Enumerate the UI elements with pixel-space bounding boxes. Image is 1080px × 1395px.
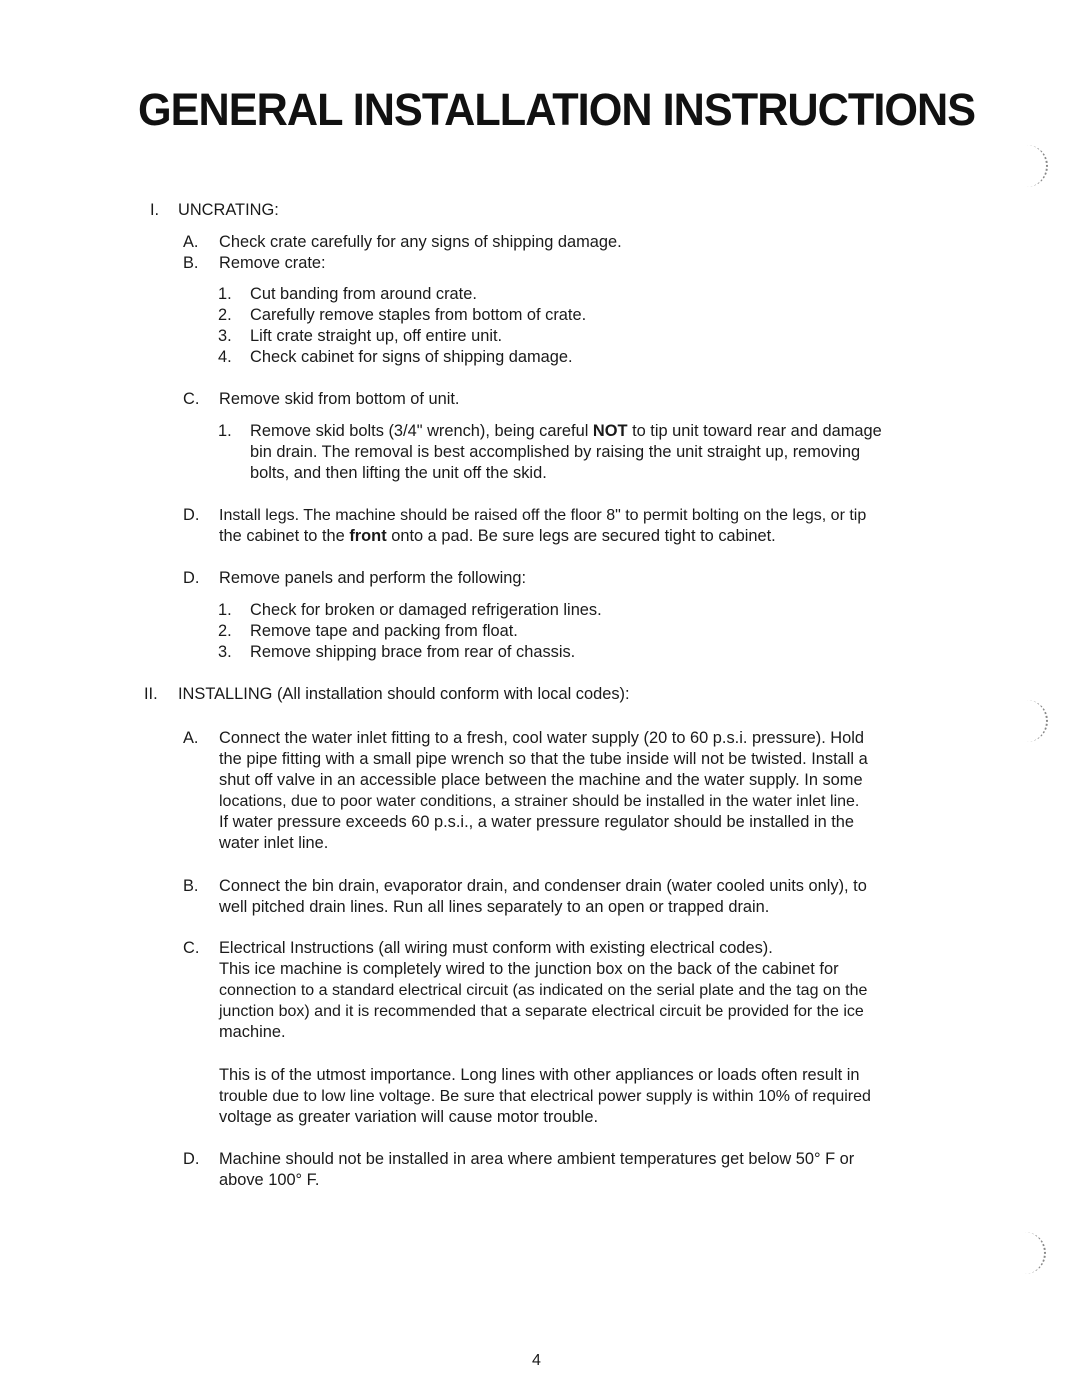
document-page: GENERAL INSTALLATION INSTRUCTIONS I. UNCRATING: A. Check crate carefully for any signs of shipping damage. B. Remove crate: 1. Cut banding from around crate. 2. Carefully remove staples from bottom of crate. 3. Lift crate straight up, off entire unit. 4. Check cabinet for signs of shipping damage. C. Remove skid from bottom of unit. 1. Remove skid bolts (3/4" wrench), being careful NOT to tip unit toward rear and damage bin drain. The removal is best accomplished by raising the unit straight up, removing bolts, and then lifting the unit off the skid. D. Install legs. The machine should be raised off the floor 8" to permit bolting on the legs, or tip the cabinet to the front onto a pad. Be sure legs are secured tight to cabinet. D. Remove panels and perform the following: 1. Check for broken or damaged refrigeration lines. 2. Remove tape and packing from float. 3. Remove shipping brace from rear of chassis. II. INSTALLING (All installation should conform with local codes): A. Connect the water inlet fitting to a fresh, cool water supply (20 to 60 p.s.i. pressure). Hold the pipe fitting with a small pipe wrench so that the tube inside will not be twisted. Install a shut off valve in an accessible place between the machine and the water supply. In some locations, due to poor water conditions, a strainer should be installed in the water inlet line. If water pressure exceeds 60 p.s.i., a water pressure regulator should be installed in the water inlet line. B. Connect the bin drain, evaporator drain, and condenser drain (water cooled units only), to well pitched drain lines. Run all lines separately to an open or trapped drain. C. Electrical Instructions (all wiring must conform with existing electrical codes). This ice machine is completely wired to the junction box on the back of the cabinet for connection to a standard electrical circuit (as indicated on the serial plate and the tag on the junction box) and it is recommended that a separate electrical circuit be provided for the ice machine. This is of the utmost importance. Long lines with other appliances or loads often result in trouble due to low line voltage. Be sure that electrical power supply is within 10% of required voltage as greater variation will cause motor trouble. D. Machine should not be installed in area where ambient temperatures get below 50° F or above 100° F. 4 (0, 0, 1080, 1395)
binder-hole-mark (1010, 145, 1048, 187)
emphasis-not: NOT (592, 422, 628, 440)
page-number: 4 (532, 1352, 541, 1369)
page-title: GENERAL INSTALLATION INSTRUCTIONS (138, 84, 976, 135)
binder-hole-mark (1010, 700, 1048, 742)
binder-hole-mark (1008, 1232, 1046, 1274)
emphasis-front: front (349, 527, 387, 545)
